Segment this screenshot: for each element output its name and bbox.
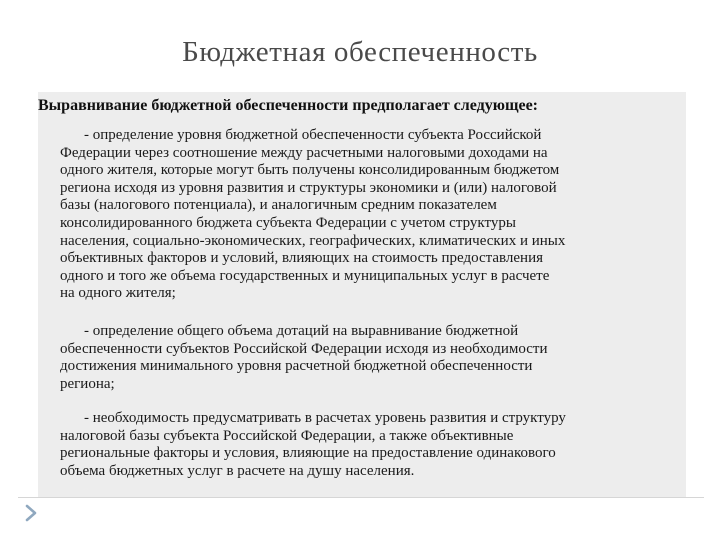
paragraph-line: объема бюджетных услуг в расчете на душу населения. <box>60 462 415 479</box>
paragraph-line: - определение уровня бюджетной обеспеченности субъекта Российской <box>84 127 542 143</box>
paragraph-line: обеспеченности субъектов Российской Федерации исходя из необходимости <box>60 340 548 357</box>
lead-text: Выравнивание бюджетной обеспеченности предполагает следующее: <box>38 97 539 114</box>
paragraph-line: региона исходя из уровня развития и структуры экономики и (или) налоговой <box>60 179 557 196</box>
paragraph-line: населения, социально-экономических, географических, климатических и иных <box>60 232 566 249</box>
chevron-right-icon-graphic <box>20 502 42 524</box>
paragraph-line: достижения минимального уровня расчетной бюджетной обеспеченности <box>60 358 533 375</box>
paragraph-line: Федерации через соотношение между расчетными налоговыми доходами на <box>60 144 548 161</box>
paragraph-line: региона; <box>60 375 115 392</box>
paragraph-line: региональные факторы и условия, влияющие на предоставление одинакового <box>60 445 556 462</box>
chevron-right-icon[interactable] <box>20 502 42 524</box>
paragraph-line: одного и того же объема государственных и муниципальных услуг в расчете <box>60 267 550 284</box>
footer-divider <box>18 497 704 498</box>
paragraph-regional-factors <box>60 410 680 480</box>
paragraph-line: на одного жителя; <box>60 285 176 302</box>
paragraph-line: - необходимость предусматривать в расчетах уровень развития и структуру <box>84 410 566 426</box>
paragraph-line: объективных факторов и условий, влияющих на стоимость предоставления <box>60 250 544 267</box>
paragraph-tax-capacity <box>60 127 680 303</box>
paragraph-line: базы (налогового потенциала), и аналогичным средним показателем <box>60 197 497 214</box>
paragraph-line: одного жителя, которые могут быть получены консолидированным бюджетом <box>60 162 560 179</box>
paragraph-subsidy-volume <box>60 323 680 393</box>
paragraph-line: налоговой базы субъекта Российской Федерации, а также объективные <box>60 427 514 444</box>
slide-title: Бюджетная обеспеченность <box>182 36 538 68</box>
paragraph-line: консолидированного бюджета субъекта Федерации с учетом структуры <box>60 214 516 231</box>
paragraph-line: - определение общего объема дотаций на выравнивание бюджетной <box>84 323 519 339</box>
